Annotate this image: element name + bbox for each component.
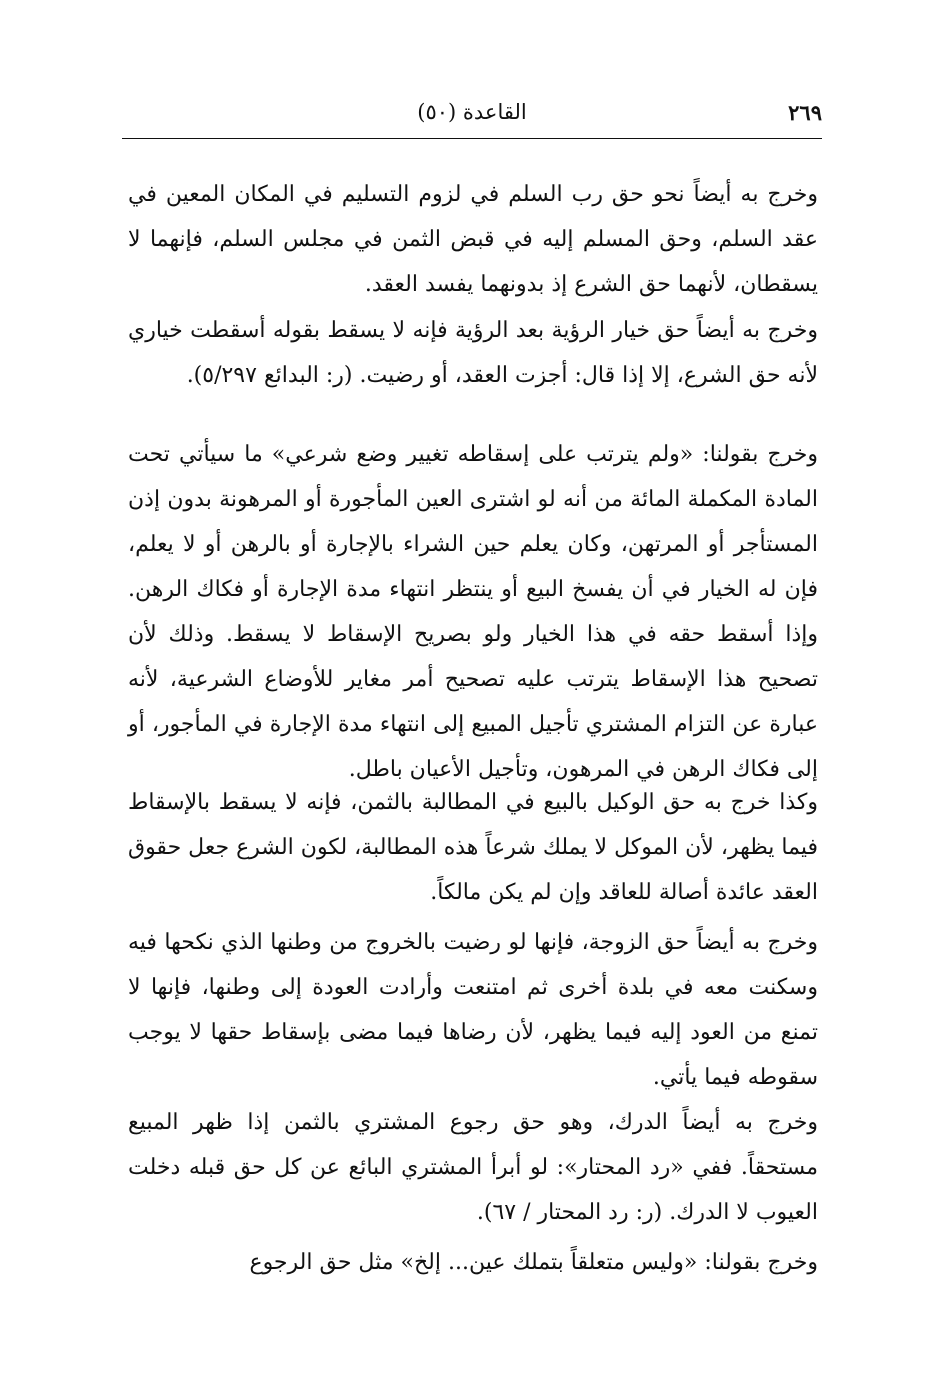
- paragraph-4: وكذا خرج به حق الوكيل بالبيع في المطالبة بالثمن، فإنه لا يسقط بالإسقاط فيما يظهر، لأن الموكل لا يملك شرعاً هذه المطالبة، لكون الشرع جعل حقوق العقد عائدة أصالة للعاقد وإن لم يكن مالكاً.: [128, 790, 818, 905]
- running-title: القاعدة (٥٠): [417, 100, 527, 124]
- page-header: [122, 96, 822, 136]
- paragraph-2: وخرج به أيضاً حق خيار الرؤية بعد الرؤية فإنه لا يسقط بقوله أسقطت خياري لأنه حق الشرع، إلا إذا قال: أجزت العقد، أو رضيت. (ر: البدائع ٥/٢٩٧).: [128, 318, 818, 388]
- paragraph-7: وخرج بقولنا: «وليس متعلقاً بتملك عين... إلخ» مثل حق الرجوع: [249, 1250, 818, 1275]
- page-number: ٢٦٩: [788, 100, 822, 125]
- header-rule: [122, 138, 822, 139]
- paragraph-5: وخرج به أيضاً حق الزوجة، فإنها لو رضيت بالخروج من وطنها الذي نكحها فيه وسكنت معه في بلدة أخرى ثم امتنعت وأرادت العودة إلى وطنها، فإنها لا تمنع من العود إليه فيما يظهر، لأن رضاها فيما مضى بإسقاط حقها لا يوجب سقوطه فيما يأتي.: [128, 930, 818, 1090]
- paragraph-6: وخرج به أيضاً الدرك، وهو حق رجوع المشتري بالثمن إذا ظهر المبيع مستحقاً. ففي «رد المحتار»: لو أبرأ المشتري البائع عن كل حق قبله دخلت العيوب لا الدرك. (ر: رد المحتار / ٦٧).: [128, 1110, 818, 1225]
- paragraph-3: وخرج بقولنا: «ولم يترتب على إسقاطه تغيير وضع شرعي» ما سيأتي تحت المادة المكملة المائة من أنه لو اشترى العين المأجورة أو المرهونة بدون إذن المستأجر أو المرتهن، وكان يعلم حين الشراء بالإجارة أو بالرهن أو لا يعلم، فإن له الخيار في أن يفسخ البيع أو ينتظر انتهاء مدة الإجارة أو فكاك الرهن. وإذا أسقط حقه في هذا الخيار ولو بصريح الإسقاط لا يسقط. وذلك لأن تصحيح هذا الإسقاط يترتب عليه تصحيح أمر مغاير للأوضاع الشرعية، لأنه عبارة عن التزام المشتري تأجيل المبيع إلى انتهاء مدة الإجارة في المأجور، أو إلى فكاك الرهن في المرهون، وتأجيل الأعيان باطل.: [128, 442, 818, 782]
- paragraph-1: وخرج به أيضاً نحو حق رب السلم في لزوم التسليم في المكان المعين في عقد السلم، وحق المسلم إليه في قبض الثمن في مجلس السلم، فإنهما لا يسقطان، لأنهما حق الشرع إذ بدونهما يفسد العقد.: [128, 182, 818, 297]
